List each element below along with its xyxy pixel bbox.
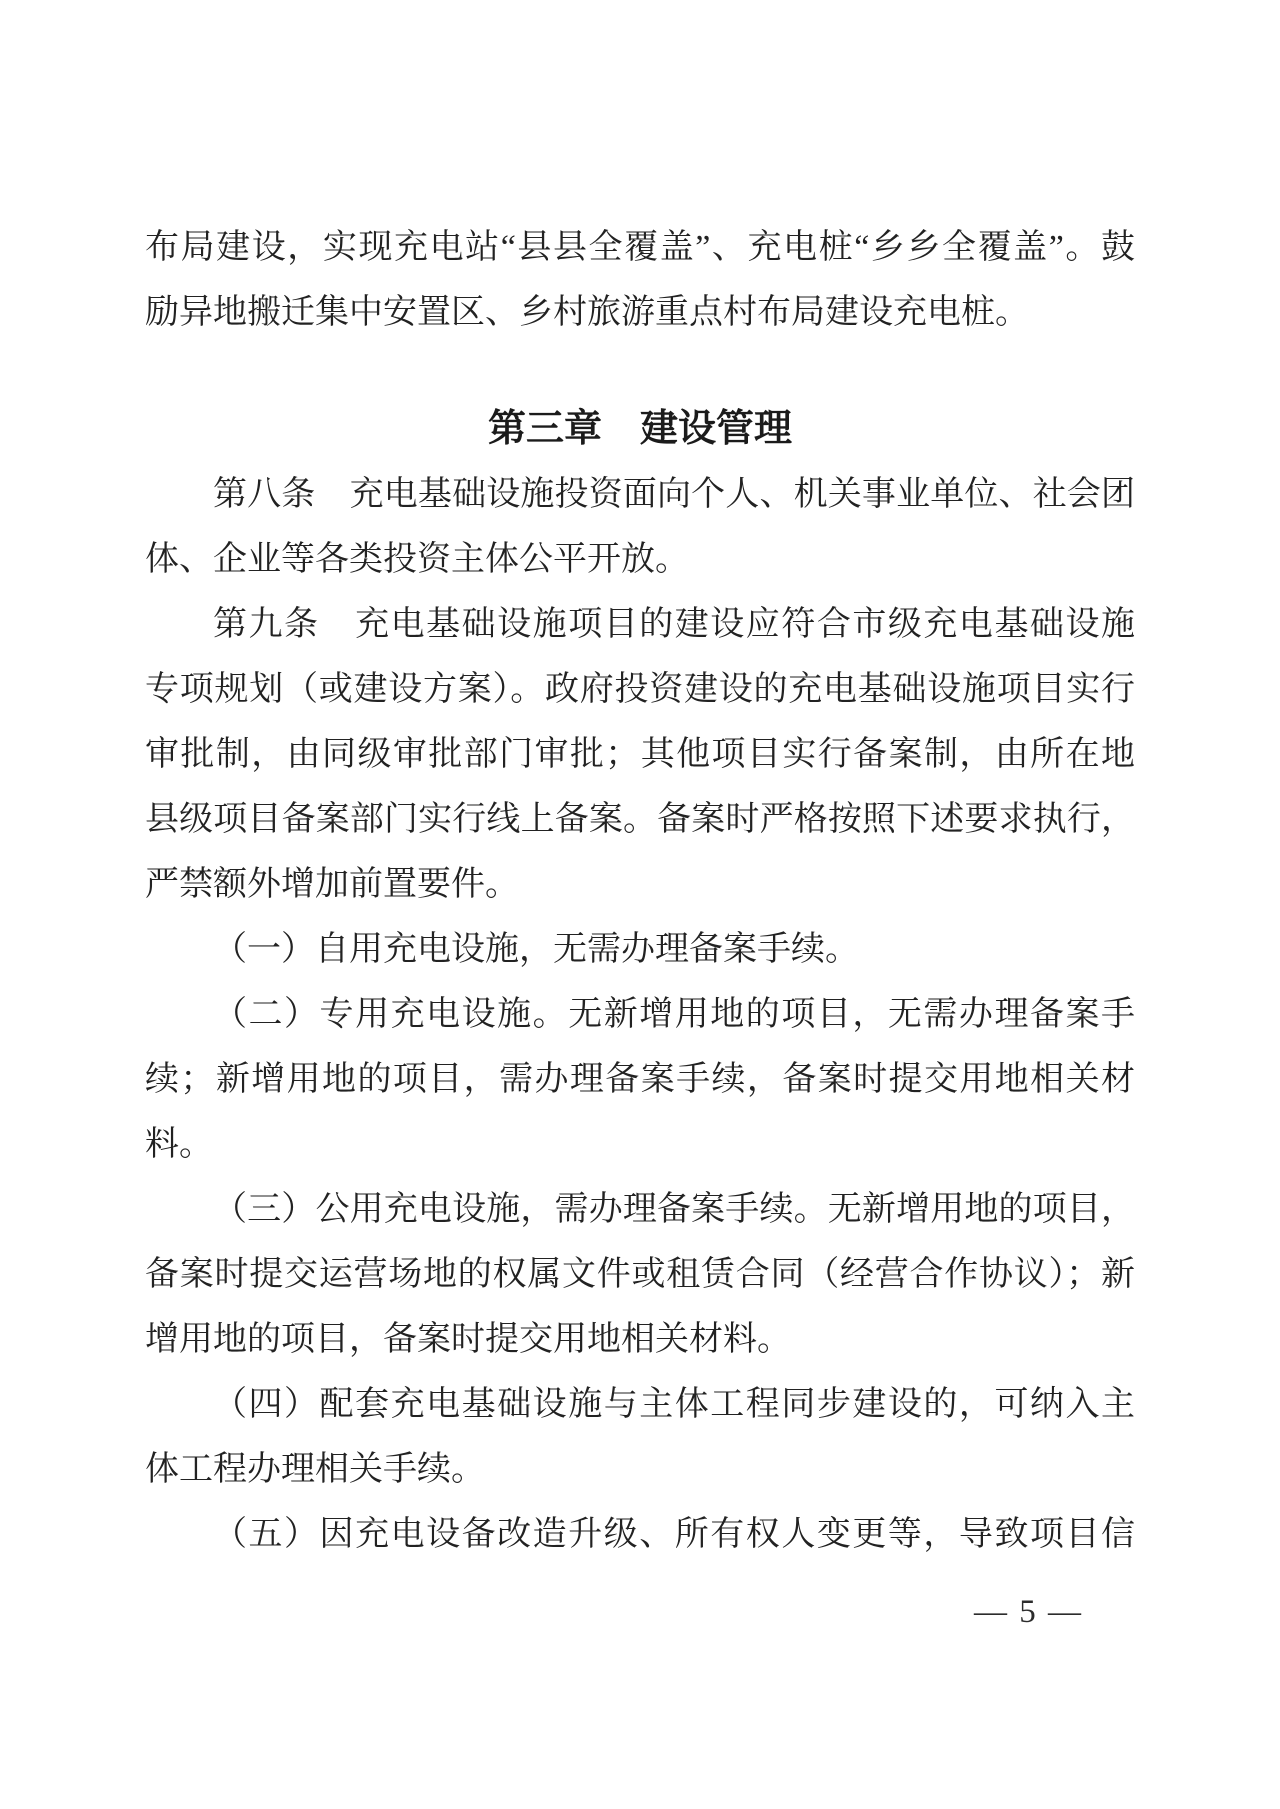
text-line: 布局建设，实现充电站“县县全覆盖”、充电桩“乡乡全覆盖”。鼓 [145, 229, 1135, 266]
text-line: 体、企业等各类投资主体公平开放。 [145, 541, 689, 578]
text-line: （三）公用充电设施，需办理备案手续。无新增用地的项目， [213, 1191, 1135, 1228]
page-number: — 5 — [974, 1594, 1083, 1630]
text-line: 料。 [145, 1126, 213, 1163]
text-line: （一）自用充电设施，无需办理备案手续。 [213, 931, 859, 968]
text-line: 第八条 充电基础设施投资面向个人、机关事业单位、社会团 [213, 476, 1135, 513]
text-line: 体工程办理相关手续。 [145, 1451, 485, 1488]
text-line: 励异地搬迁集中安置区、乡村旅游重点村布局建设充电桩。 [145, 294, 1029, 331]
text-line: （二）专用充电设施。无新增用地的项目，无需办理备案手 [213, 996, 1135, 1033]
document-body [145, 215, 1135, 1567]
text-line: （五）因充电设备改造升级、所有权人变更等，导致项目信 [213, 1516, 1135, 1553]
text-line: 第九条 充电基础设施项目的建设应符合市级充电基础设施 [213, 606, 1135, 643]
text-line: 审批制，由同级审批部门审批；其他项目实行备案制，由所在地 [145, 736, 1135, 773]
text-line: 续；新增用地的项目，需办理备案手续，备案时提交用地相关材 [145, 1061, 1135, 1098]
text-line: 增用地的项目，备案时提交用地相关材料。 [145, 1321, 791, 1358]
chapter-heading: 第三章 建设管理 [487, 408, 792, 450]
text-line: 县级项目备案部门实行线上备案。备案时严格按照下述要求执行， [145, 801, 1135, 838]
text-line: 严禁额外增加前置要件。 [145, 866, 519, 903]
text-line: （四）配套充电基础设施与主体工程同步建设的，可纳入主 [213, 1386, 1135, 1423]
text-line: 专项规划（或建设方案）。政府投资建设的充电基础设施项目实行 [145, 671, 1135, 708]
text-line: 备案时提交运营场地的权属文件或租赁合同（经营合作协议）；新 [145, 1256, 1135, 1293]
